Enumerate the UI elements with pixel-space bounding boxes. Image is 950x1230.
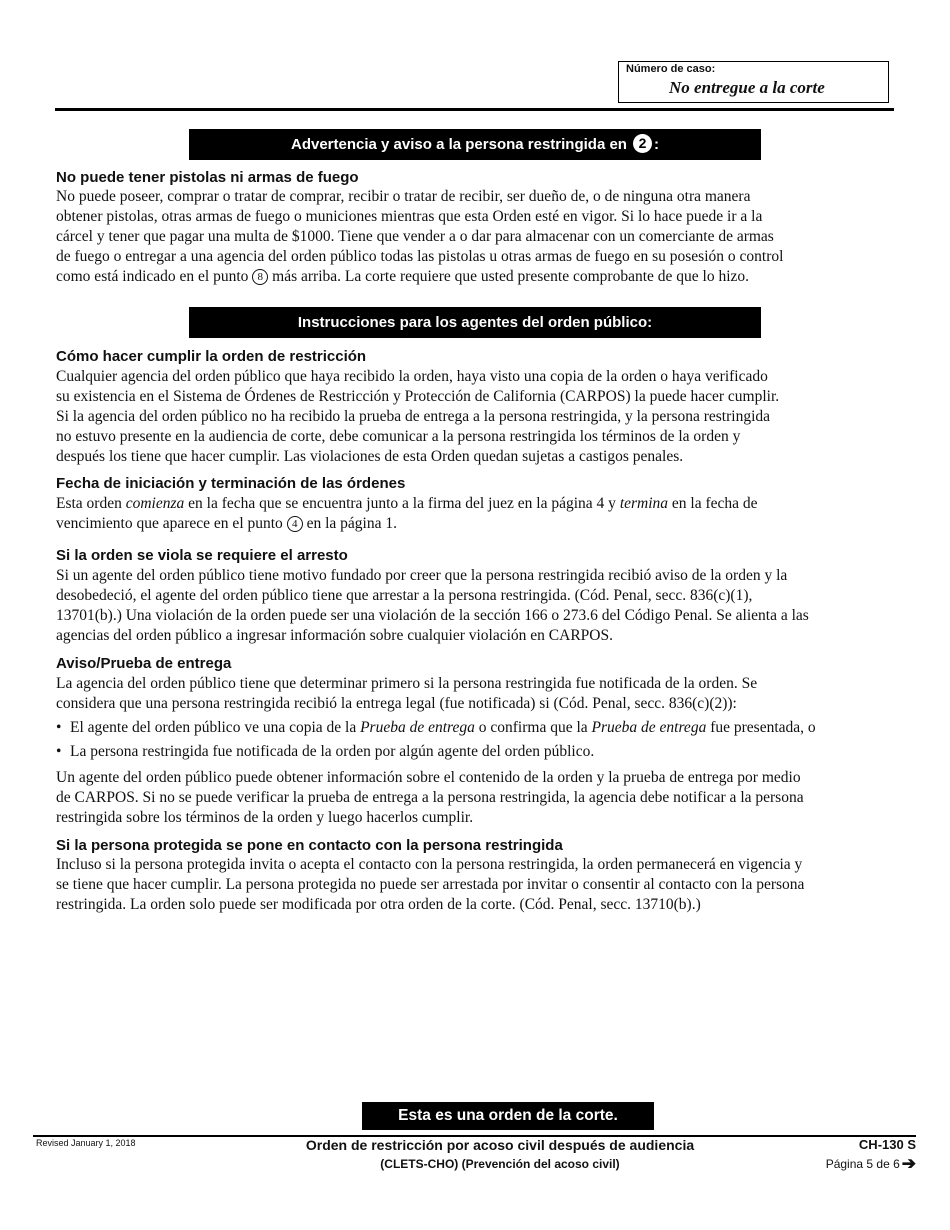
dates-paragraph xyxy=(56,494,892,534)
form-number: CH-130 S xyxy=(858,1137,916,1152)
paragraph-line: Cualquier agencia del orden público que haya recibido la orden, haya visto una copia de la orden o haya verificado xyxy=(56,368,768,385)
emphasis: Prueba de entrega xyxy=(591,719,707,736)
text-span: en la página 1. xyxy=(306,515,397,532)
page-indicator xyxy=(826,1154,916,1174)
paragraph-line: considera que una persona restringida recibió la entrega legal (fue notificada) si (Cód. Penal, secc. 836(c)(2)): xyxy=(56,695,737,712)
notice-bullet-2 xyxy=(56,742,594,762)
enforce-heading: Cómo hacer cumplir la orden de restricción xyxy=(56,348,367,365)
law-enforcement-banner: Instrucciones para los agentes del orden público: xyxy=(189,307,761,338)
firearms-paragraph xyxy=(56,187,892,287)
paragraph-line: después los tiene que hacer cumplir. Las violaciones de esta Orden quedan sujetas a castigos penales. xyxy=(56,448,684,465)
contact-paragraph xyxy=(56,855,892,915)
warning-banner xyxy=(189,129,761,160)
paragraph-line: La agencia del orden público tiene que determinar primero si la persona restringida fue notificada de la orden. Se xyxy=(56,675,758,692)
case-number-value: No entregue a la corte xyxy=(669,78,825,97)
arrow-right-icon: ➔ xyxy=(901,1154,916,1173)
emphasis: comienza xyxy=(125,495,185,512)
paragraph-line: agencias del orden público a ingresar información sobre cualquier violación en CARPOS. xyxy=(56,627,613,644)
paragraph-line: Un agente del orden público puede obtener información sobre el contenido de la orden y la prueba de entrega por medio xyxy=(56,769,801,786)
form-title: Orden de restricción por acoso civil después de audiencia xyxy=(305,1137,695,1153)
paragraph-line: Si la agencia del orden público no ha recibido la prueba de entrega a la persona restringida, y la persona restringida xyxy=(56,408,771,425)
text-span: más arriba. La corte requiere que usted presente comprobante de que lo hizo. xyxy=(272,268,750,285)
paragraph-line: desobedeció, el agente del orden público tiene que arrestar a la persona restringida. (Cód. Penal, secc. 836(c)(1), xyxy=(56,587,753,604)
bullet-dot: • xyxy=(56,743,62,760)
emphasis: Prueba de entrega xyxy=(360,719,475,736)
warning-banner-suffix: : xyxy=(653,136,659,153)
contact-heading: Si la persona protegida se pone en contacto con la persona restringida xyxy=(56,837,563,854)
paragraph-line: restringida sobre los términos de la orden y luego hacerlos cumplir. xyxy=(56,809,474,826)
text-span: La persona restringida fue notificada de la orden por algún agente del orden público. xyxy=(70,743,595,760)
enforce-paragraph xyxy=(56,367,892,467)
notice-paragraph xyxy=(56,674,892,714)
paragraph-line xyxy=(56,267,892,287)
text-span: El agente del orden público ve una copia de la xyxy=(70,719,357,736)
notice-heading: Aviso/Prueba de entrega xyxy=(56,655,232,672)
paragraph-line: no estuvo presente en la audiencia de corte, debe comunicar a la persona restringida los términos de la orden y xyxy=(56,428,741,445)
paragraph-line xyxy=(56,494,892,514)
court-order-banner: Esta es una orden de la corte. xyxy=(362,1102,654,1130)
case-number-box xyxy=(618,61,889,103)
dates-heading: Fecha de iniciación y terminación de las órdenes xyxy=(56,475,406,492)
paragraph-line: No puede poseer, comprar o tratar de comprar, recibir o tratar de recibir, ser dueño de, o de ninguna otra manera xyxy=(56,188,751,205)
warning-banner-item-number: 2 xyxy=(633,134,652,153)
revised-date: Revised January 1, 2018 xyxy=(36,1138,136,1148)
text-span: fue presentada, o xyxy=(710,719,816,736)
notice-bullet-1 xyxy=(56,718,816,738)
notice-after-paragraph xyxy=(56,768,892,828)
emphasis: termina xyxy=(619,495,669,512)
item-number-circle: 8 xyxy=(252,269,268,285)
paragraph-line: Incluso si la persona protegida invita o acepta el contacto con la persona restringida, la orden permanecerá en vigencia y xyxy=(56,856,803,873)
paragraph-line: Si un agente del orden público tiene motivo fundado por creer que la persona restringida recibió aviso de la orden y la xyxy=(56,567,788,584)
bullet-dot: • xyxy=(56,719,62,736)
text-span: vencimiento que aparece en el punto xyxy=(56,515,283,532)
firearms-heading: No puede tener pistolas ni armas de fuego xyxy=(56,169,359,186)
item-number-circle: 4 xyxy=(287,516,303,532)
arrest-heading: Si la orden se viola se requiere el arresto xyxy=(56,547,348,564)
paragraph-line: cárcel y tener que pagar una multa de $1000. Tiene que vender a o dar para almacenar con un comerciante de armas xyxy=(56,228,774,245)
paragraph-line: 13701(b).) Una violación de la orden puede ser una violación de la sección 166 o 273.6 del Código Penal. Se alienta a las xyxy=(56,607,809,624)
paragraph-line: restringida. La orden solo puede ser modificada por otra orden de la corte. (Cód. Penal, secc. 13710(b).) xyxy=(56,896,701,913)
arrest-paragraph xyxy=(56,566,892,646)
warning-banner-text: Advertencia y aviso a la persona restringida en xyxy=(291,136,627,153)
header-rule xyxy=(55,108,894,111)
text-span: en la fecha de xyxy=(671,495,758,512)
page-number: Página 5 de 6 xyxy=(825,1157,900,1171)
text-span: Esta orden xyxy=(56,495,122,512)
form-subtitle: (CLETS-CHO) (Prevención del acoso civil) xyxy=(380,1157,620,1171)
paragraph-line: de fuego o entregar a una agencia del orden público todas las pistolas u otras armas de fuego en su posesión o control xyxy=(56,248,784,265)
case-number-label: Número de caso: xyxy=(626,63,716,75)
text-span: como está indicado en el punto xyxy=(56,268,249,285)
text-span: en la fecha que se encuentra junto a la firma del juez en la página 4 y xyxy=(188,495,616,512)
paragraph-line: se tiene que hacer cumplir. La persona protegida no puede ser arrestada por invitar o consentir al contacto con la persona xyxy=(56,876,805,893)
paragraph-line: de CARPOS. Si no se puede verificar la prueba de entrega a la persona restringida, la agencia debe notificar a la persona xyxy=(56,789,804,806)
paragraph-line: obtener pistolas, otras armas de fuego o municiones mientras que esta Orden esté en vigor. Si lo hace puede ir a la xyxy=(56,208,763,225)
text-span: o confirma que la xyxy=(478,719,588,736)
paragraph-line xyxy=(56,514,892,534)
paragraph-line: su existencia en el Sistema de Órdenes de Restricción y Protección de California (CARPOS) la puede hacer cumplir. xyxy=(56,388,780,405)
